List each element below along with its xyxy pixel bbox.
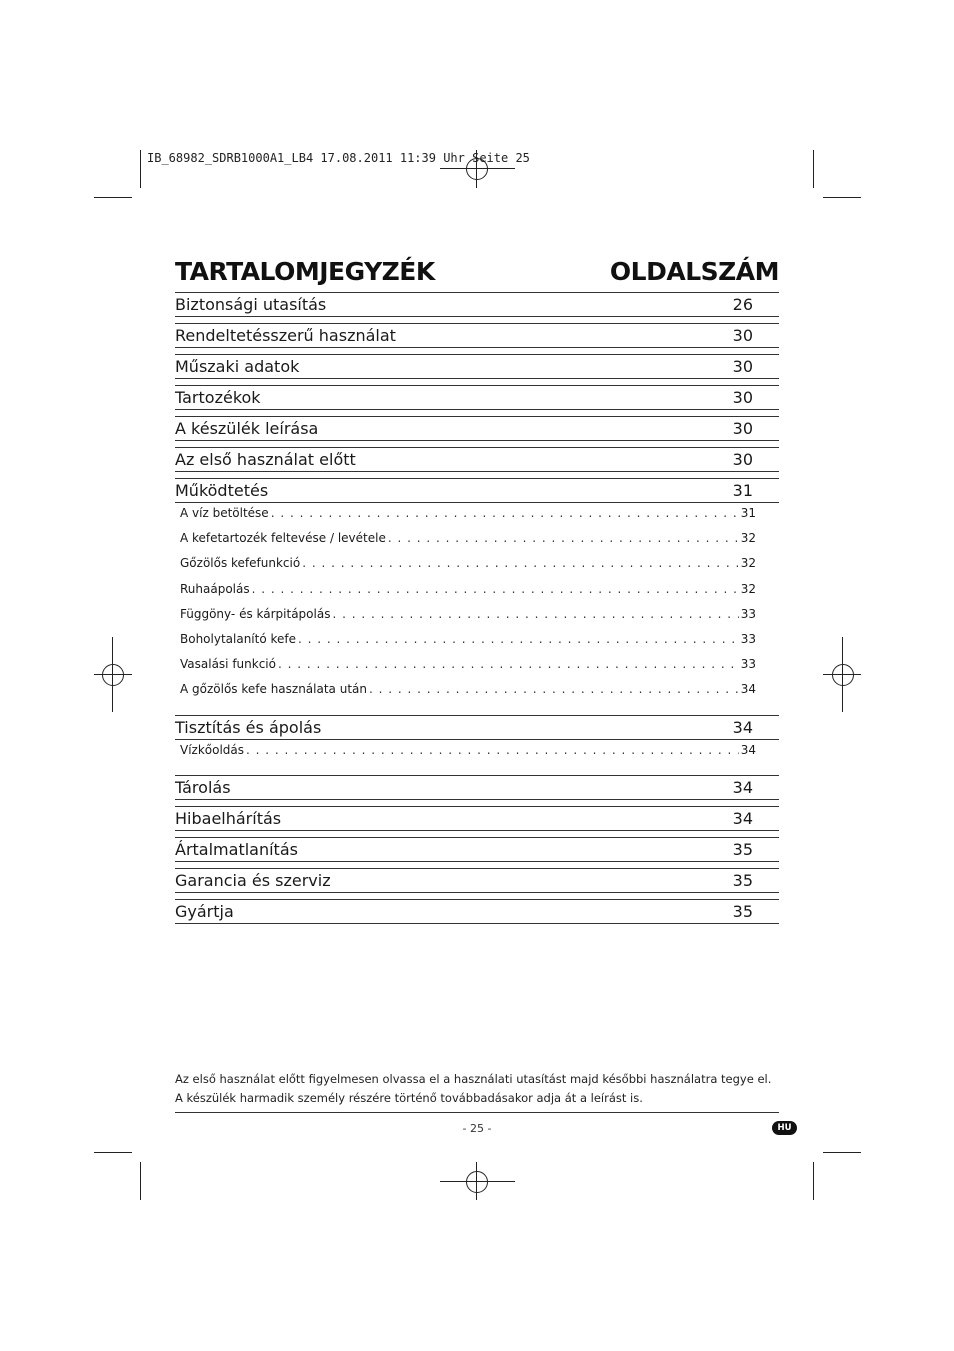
dot-leader: [252, 582, 739, 596]
toc-subentry-page: 33: [740, 657, 756, 672]
toc-subentry-title: Függöny- és kárpitápolás: [180, 606, 331, 621]
toc-entry-page: 30: [732, 388, 753, 407]
page-number: - 25 -: [462, 1122, 492, 1135]
toc-subentry-title: A víz betöltése: [180, 506, 269, 520]
toc-heading: [175, 240, 779, 286]
toc-entry: [175, 478, 779, 503]
toc-subentry: [175, 632, 779, 657]
toc-subentry-page: 33: [740, 631, 756, 646]
toc-entry-page: 35: [732, 901, 753, 921]
toc-subentry-page: 32: [740, 581, 756, 596]
toc-subentry-title: Vasalási funkció: [180, 657, 276, 672]
toc-entry-page: 35: [732, 839, 753, 859]
dot-leader: [298, 632, 739, 646]
toc-subentry: [175, 506, 779, 531]
toc-subentry-page: 34: [740, 742, 756, 757]
footnote: [175, 1070, 779, 1108]
toc-entry-title: Az első használat előtt: [175, 450, 356, 469]
print-slug: IB_68982_SDRB1000A1_LB4 17.08.2011 11:39 Uhr Seite 25: [147, 151, 530, 165]
toc-subentry-page: 31: [740, 506, 756, 520]
toc-entry-title: Működtetés: [175, 481, 269, 500]
toc-entry-title: Tárolás: [175, 777, 231, 797]
toc-subentry-title: Vízkőoldás: [180, 742, 245, 757]
toc-subentry-title: Gőzölős kefefunkció: [180, 556, 301, 571]
toc-subentry-page: 34: [740, 682, 756, 697]
toc-subentry-title: A kefetartozék feltevése / levétele: [180, 531, 386, 546]
toc-entry-page: 31: [732, 481, 753, 500]
toc-entry: [175, 416, 779, 441]
footnote-line: Az első használat előtt figyelmesen olvassa el a használati utasítást majd későbbi használatra tegye el.: [175, 1072, 772, 1086]
toc-entry-title: Garancia és szerviz: [175, 870, 331, 890]
toc-subentry: [175, 607, 779, 632]
toc-subentry: [175, 682, 779, 707]
dot-leader: [271, 506, 739, 520]
toc-entry-page: 26: [732, 295, 753, 314]
dot-leader: [302, 556, 739, 570]
toc-entry: [175, 447, 779, 472]
toc-entry-page: 34: [732, 717, 753, 737]
page-column-title: OLDALSZÁM: [609, 257, 779, 286]
toc-entry-title: Ártalmatlanítás: [175, 839, 298, 859]
dot-leader: [369, 682, 739, 696]
toc-subentries: [175, 503, 779, 709]
toc-entry: [175, 868, 779, 893]
toc-subentry: [175, 556, 779, 581]
toc-entry-page: 34: [732, 808, 753, 828]
toc-subentry-page: 32: [740, 556, 756, 571]
toc-entry-title: Hibaelhárítás: [175, 808, 282, 828]
toc-entry: [175, 775, 779, 800]
language-badge: HU: [772, 1121, 797, 1135]
toc-entry: [175, 837, 779, 862]
toc-title: TARTALOMJEGYZÉK: [175, 257, 435, 286]
dot-leader: [388, 531, 739, 545]
toc-subentry-title: Ruhaápolás: [180, 581, 250, 596]
toc-entry-page: 30: [732, 357, 753, 376]
toc-list: [175, 292, 779, 924]
toc-subentry-page: 33: [740, 606, 756, 621]
toc-entry-title: A készülék leírása: [175, 419, 319, 438]
table-of-contents: [175, 240, 779, 924]
toc-entry: [175, 292, 779, 317]
dot-leader: [332, 607, 738, 621]
toc-entry: [175, 385, 779, 410]
toc-entry-page: 30: [732, 326, 753, 345]
toc-entry: [175, 715, 779, 740]
toc-entry-title: Tisztítás és ápolás: [175, 717, 322, 737]
toc-entry-page: 30: [732, 450, 753, 469]
toc-entry: [175, 354, 779, 379]
toc-subentry: [175, 743, 779, 768]
toc-entry-title: Tartozékok: [175, 388, 261, 407]
toc-entry: [175, 806, 779, 831]
toc-entry: [175, 323, 779, 348]
toc-entry-title: Gyártja: [175, 901, 234, 921]
toc-subentry: [175, 582, 779, 607]
toc-subentry: [175, 531, 779, 556]
dot-leader: [278, 657, 739, 671]
toc-subentry-page: 32: [740, 531, 756, 546]
toc-entry-title: Biztonsági utasítás: [175, 295, 327, 314]
toc-entry-page: 34: [732, 777, 753, 797]
toc-subentry-title: A gőzölős kefe használata után: [180, 682, 367, 697]
toc-entry-title: Műszaki adatok: [175, 357, 300, 376]
footer-rule: [175, 1112, 779, 1113]
toc-subentries: [175, 740, 779, 769]
toc-subentry-title: Boholytalanító kefe: [180, 631, 297, 646]
footnote-line: A készülék harmadik személy részére történő továbbadásakor adja át a leírást is.: [175, 1091, 643, 1105]
toc-subentry: [175, 657, 779, 682]
dot-leader: [246, 743, 739, 757]
toc-entry-title: Rendeltetésszerű használat: [175, 326, 396, 345]
toc-entry-page: 30: [732, 419, 753, 438]
toc-entry-page: 35: [732, 870, 753, 890]
toc-entry: [175, 899, 779, 924]
